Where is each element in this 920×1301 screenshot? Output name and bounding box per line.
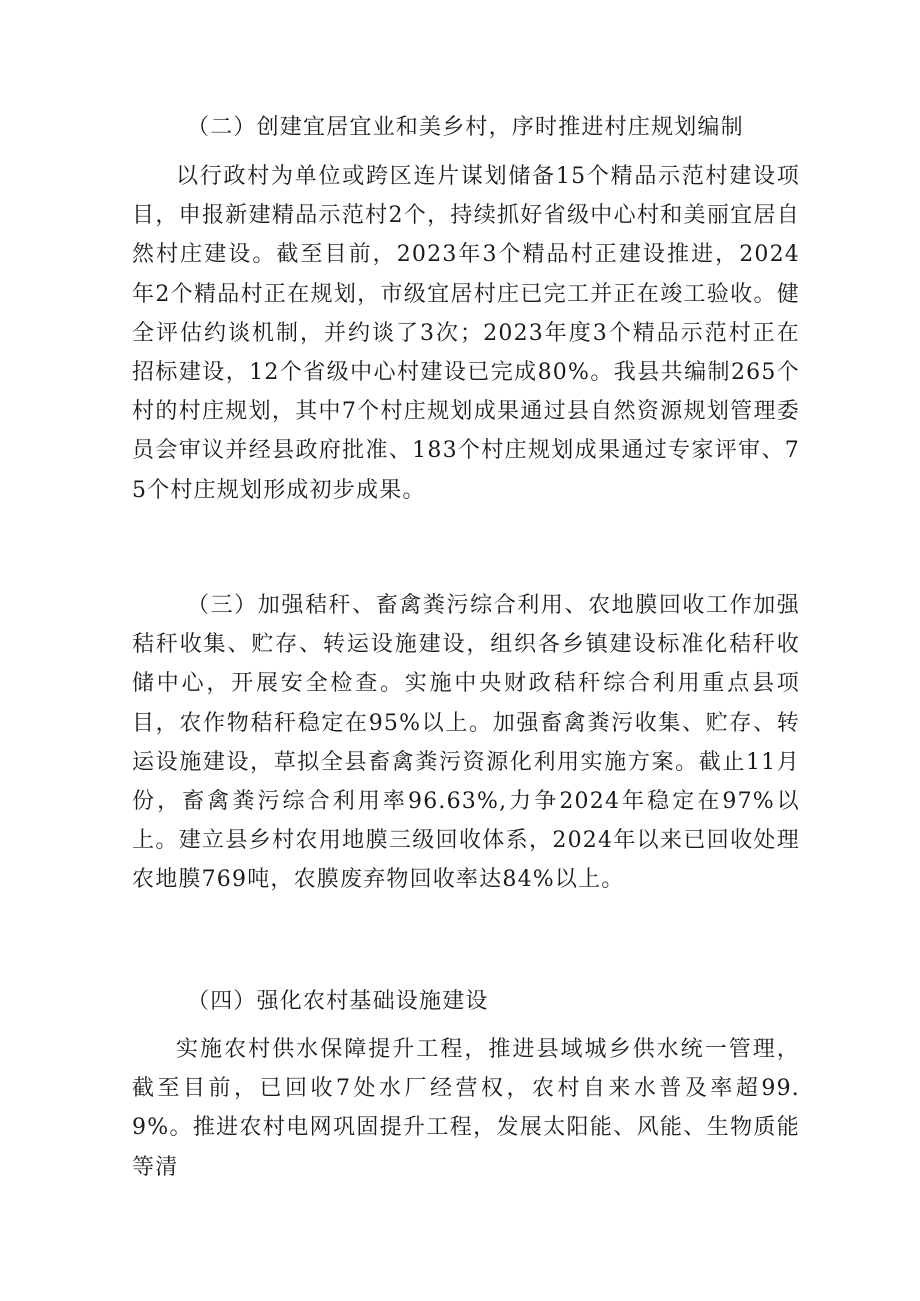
section-2-body: 以行政村为单位或跨区连片谋划储备15个精品示范村建设项目，申报新建精品示范村2个，持续抓好省级中心村和美丽宜居自然村庄建设。截至目前，2023年3个精品村正建设推进，2024年2个精品村正在规划，市级宜居村庄已完工并正在竣工验收。健全评估约谈机制，并约谈了3次；2023年度3个精品示范村正在招标建设，12个省级中心村建设已完成80%。我县共编制265个村的村庄规划，其中7个村庄规划成果通过县自然资源规划管理委员会审议并经县政府批准、183个村庄规划成果通过专家评审、75个村庄规划形成初步成果。 (132, 164, 800, 503)
section-2-heading: （二）创建宜居宜业和美乡村，序时推进村庄规划编制 (187, 115, 744, 140)
section-3-paragraph: （三）加强秸秆、畜禽粪污综合利用、农地膜回收工作加强秸秆收集、贮存、转运设施建设，组织各乡镇建设标准化秸秆收储中心，开展安全检查。实施中央财政秸秆综合利用重点县项目，农作物秸秆稳定在95%以上。加强畜禽粪污收集、贮存、转运设施建设，草拟全县畜禽粪污资源化利用实施方案。截止11月份，畜禽粪污综合利用率96.63%,力争2024年稳定在97%以上。建立县乡村农用地膜三级回收体系，2024年以来已回收处理农地膜769吨，农膜废弃物回收率达84%以上。 (132, 593, 800, 893)
section-4-heading: （四）强化农村基础设施建设 (187, 989, 489, 1014)
section-4-body: 实施农村供水保障提升工程，推进县域城乡供水统一管理，截至目前，已回收7处水厂经营权，农村自来水普及率超99.9%。推进农村电网巩固提升工程，发展太阳能、风能、生物质能等清 (132, 1037, 800, 1180)
